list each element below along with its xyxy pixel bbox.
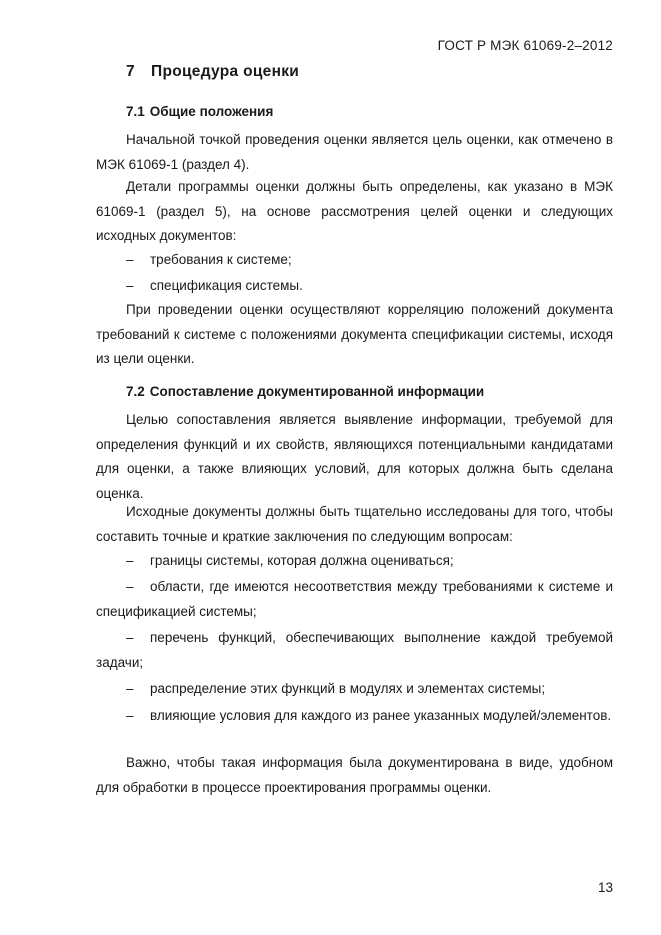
list-item — [96, 248, 613, 273]
list-dash: – — [126, 252, 134, 267]
list-item — [96, 704, 613, 729]
subsection-number: 7.2 — [126, 384, 145, 399]
subsection-title: Сопоставление документированной информации — [149, 384, 485, 399]
list-dash: – — [126, 553, 134, 568]
paragraph: Целью сопоставления является выявление информации, требуемой для определения функций и их свойств, являющихся потенциальными кандидатами для оценки, а также влияющих условий, для которых должна быть сделана оценка. — [96, 412, 613, 501]
list-item — [96, 626, 613, 675]
list-item-text: перечень функций, обеспечивающих выполнение каждой требуемой задачи; — [96, 630, 613, 670]
list-item-text: требования к системе; — [150, 252, 292, 267]
section-title: Процедура оценки — [151, 63, 300, 80]
list-dash: – — [126, 579, 134, 594]
subsection-number: 7.1 — [126, 104, 145, 119]
list-item-text: границы системы, которая должна оцениваться; — [150, 553, 454, 568]
subsection-heading-7-2 — [126, 384, 484, 399]
list-dash: – — [126, 630, 134, 645]
paragraph: Важно, чтобы такая информация была документирована в виде, удобном для обработки в процессе проектирования программы оценки. — [96, 755, 613, 795]
subsection-title: Общие положения — [149, 104, 274, 119]
list-item-text: влияющие условия для каждого из ранее указанных модулей/элементов. — [150, 708, 612, 723]
list-dash: – — [126, 681, 134, 696]
subsection-heading-7-1 — [126, 104, 273, 119]
paragraph: Детали программы оценки должны быть определены, как указано в МЭК 61069-1 (раздел 5), на основе рассмотрения целей оценки и следующих исходных документов: — [96, 179, 613, 243]
section-heading — [126, 63, 299, 81]
list-item-text: распределение этих функций в модулях и элементах системы; — [150, 681, 546, 696]
list-dash: – — [126, 278, 134, 293]
paragraph: Исходные документы должны быть тщательно исследованы для того, чтобы составить точные и краткие заключения по следующим вопросам: — [96, 504, 613, 544]
paragraph: Начальной точкой проведения оценки является цель оценки, как отмечено в МЭК 61069-1 (раздел 4). — [96, 132, 613, 172]
list-item — [96, 274, 613, 299]
standard-designation: ГОСТ Р МЭК 61069-2–2012 — [437, 38, 613, 53]
list-item — [96, 575, 613, 624]
section-number: 7 — [126, 63, 135, 80]
list-dash: – — [126, 708, 134, 723]
paragraph: При проведении оценки осуществляют корреляцию положений документа требований к системе с положениями документа спецификации системы, исходя из цели оценки. — [96, 302, 613, 366]
page-number: 13 — [597, 880, 613, 895]
list-item-text: спецификация системы. — [150, 278, 303, 293]
list-item-text: области, где имеются несоответствия между требованиями к системе и спецификацией системы; — [96, 579, 613, 619]
list-item — [96, 549, 613, 574]
list-item — [96, 677, 613, 702]
